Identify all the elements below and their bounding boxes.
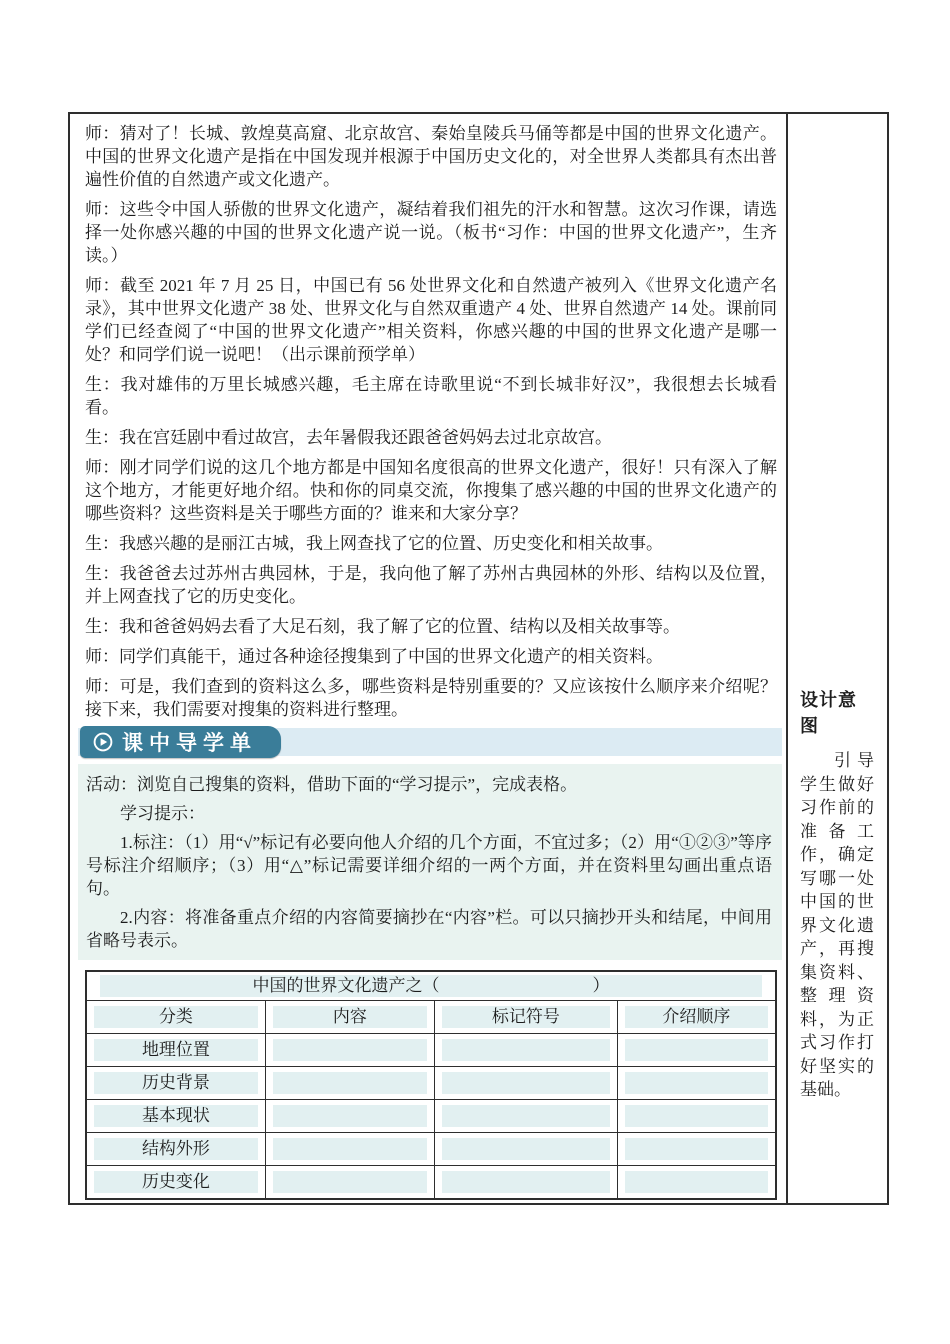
dialogue-paragraph: 生：我对雄伟的万里长城感兴趣，毛主席在诗歌里说“不到长城非好汉”，我很想去长城看看。 xyxy=(85,375,777,417)
dialogue-paragraph: 师：猜对了！长城、敦煌莫高窟、北京故宫、秦始皇陵兵马俑等都是中国的世界文化遗产。中国的世界文化遗产是指在中国发现并根源于中国历史文化的，对全世界人类都具有杰出普遍性价值的自然遗产或文化遗产。 xyxy=(85,124,777,189)
dialogue-paragraph: 师：同学们真能干，通过各种途径搜集到了中国的世界文化遗产的相关资料。 xyxy=(85,647,663,666)
section-banner xyxy=(78,728,782,756)
column-header: 标记符号 xyxy=(442,1006,610,1028)
design-intent-body: 引导学生做好习作前的准备工作，确定写哪一处中国的世界文化遗产，再搜集资料、整理资料，为正式习作打好坚实的基础。 xyxy=(800,751,874,1099)
row-label: 历史背景 xyxy=(94,1072,258,1094)
worksheet-title: 中国的世界文化遗产之（ ） xyxy=(100,975,762,997)
activity-intro: 活动：浏览自己搜集的资料，借助下面的“学习提示”，完成表格。 xyxy=(86,775,578,794)
worksheet-title-row xyxy=(86,971,776,1001)
empty-cell xyxy=(273,1039,427,1061)
dialogue-paragraph: 师：这些令中国人骄傲的世界文化遗产，凝结着我们祖先的汗水和智慧。这次习作课，请选择一处你感兴趣的中国的世界文化遗产说一说。（板书“习作：中国的世界文化遗产”，生齐读。） xyxy=(85,200,777,265)
empty-cell xyxy=(442,1039,610,1061)
empty-cell xyxy=(442,1138,610,1160)
row-label: 结构外形 xyxy=(94,1138,258,1160)
empty-cell xyxy=(625,1138,768,1160)
activity-hint-item: 2.内容：将准备重点介绍的内容简要摘抄在“内容”栏。可以只摘抄开头和结尾，中间用省略号表示。 xyxy=(86,908,772,950)
empty-cell xyxy=(273,1138,427,1160)
dialogue-paragraph: 生：我在宫廷剧中看过故宫，去年暑假我还跟爸爸妈妈去过北京故宫。 xyxy=(85,428,612,447)
dialogue-paragraph: 生：我爸爸去过苏州古典园林，于是，我向他了解了苏州古典园林的外形、结构以及位置，并上网查找了它的历史变化。 xyxy=(85,564,777,606)
dialogue-paragraph: 生：我和爸爸妈妈去看了大足石刻，我了解了它的位置、结构以及相关故事等。 xyxy=(85,617,680,636)
dialogue-paragraph: 生：我感兴趣的是丽江古城，我上网查找了它的位置、历史变化和相关故事。 xyxy=(85,534,663,553)
activity-block xyxy=(78,764,782,960)
main-content-column xyxy=(70,114,788,1203)
table-row xyxy=(86,1166,776,1200)
design-intent-column xyxy=(788,114,887,1203)
column-header: 分类 xyxy=(94,1006,258,1028)
empty-cell xyxy=(273,1171,427,1193)
worksheet-table xyxy=(85,970,777,1200)
play-icon xyxy=(93,732,113,752)
activity-hint-title: 学习提示： xyxy=(120,804,205,823)
row-label: 历史变化 xyxy=(94,1171,258,1193)
row-label: 基本现状 xyxy=(94,1105,258,1127)
empty-cell xyxy=(625,1171,768,1193)
table-row xyxy=(86,1034,776,1067)
empty-cell xyxy=(273,1072,427,1094)
dialogue-paragraph: 师：截至 2021 年 7 月 25 日，中国已有 56 处世界文化和自然遗产被列入《世界文化遗产名录》，其中世界文化遗产 38 处、世界文化与自然双重遗产 4 处、世界自然遗产 14 处。课前同学们已经查阅了“中国的世界文化遗产”相关资料，你感兴趣的中国的世界文化遗产是哪一处？和同学们说一说吧！（出示课前预学单） xyxy=(85,276,777,364)
column-header: 内容 xyxy=(273,1006,427,1028)
empty-cell xyxy=(273,1105,427,1127)
activity-hint-item: 1.标注：（1）用“√”标记有必要向他人介绍的几个方面，不宜过多；（2）用“①②③”等序号标注介绍顺序；（3）用“△”标记需要详细介绍的一两个方面，并在资料里勾画出重点语句。 xyxy=(86,833,772,898)
table-row xyxy=(86,1067,776,1100)
column-header: 介绍顺序 xyxy=(625,1006,768,1028)
row-label: 地理位置 xyxy=(94,1039,258,1061)
table-row xyxy=(86,1133,776,1166)
section-banner-tab xyxy=(80,726,281,758)
empty-cell xyxy=(442,1072,610,1094)
empty-cell xyxy=(625,1072,768,1094)
worksheet-header-row xyxy=(86,1001,776,1034)
table-row xyxy=(86,1100,776,1133)
dialogue-paragraph: 师：刚才同学们说的这几个地方都是中国知名度很高的世界文化遗产，很好！只有深入了解这个地方，才能更好地介绍。快和你的同桌交流，你搜集了感兴趣的中国的世界文化遗产的哪些资料？这些资料是关于哪些方面的？谁来和大家分享？ xyxy=(85,458,777,523)
dialogue-paragraph: 师：可是，我们查到的资料这么多，哪些资料是特别重要的？又应该按什么顺序来介绍呢？接下来，我们需要对搜集的资料进行整理。 xyxy=(85,677,777,719)
lesson-plan-table xyxy=(68,112,889,1205)
empty-cell xyxy=(625,1039,768,1061)
section-banner-label: 课中导学单 xyxy=(122,731,257,755)
empty-cell xyxy=(442,1105,610,1127)
empty-cell xyxy=(442,1171,610,1193)
design-intent-title: 设计意图 xyxy=(800,690,857,736)
empty-cell xyxy=(625,1105,768,1127)
